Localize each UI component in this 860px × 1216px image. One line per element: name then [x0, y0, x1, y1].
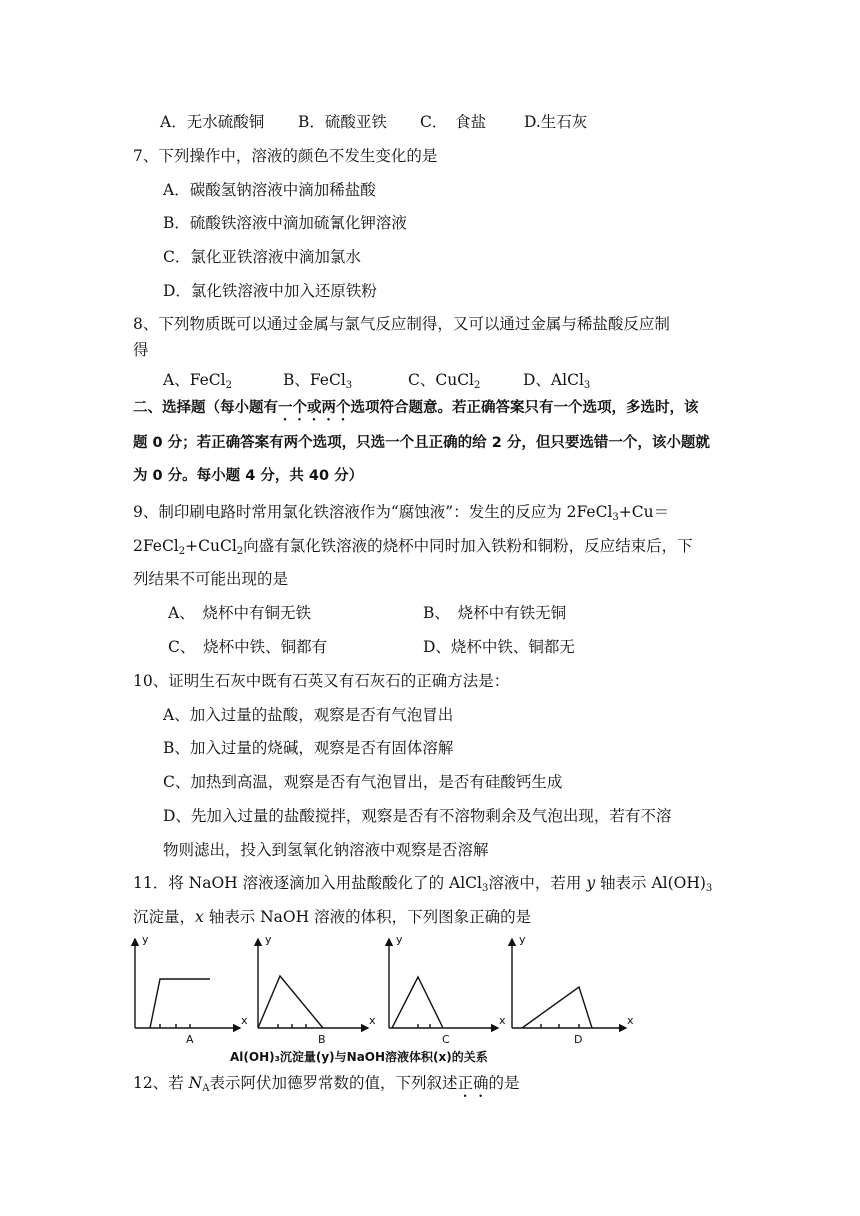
q9-option-d: D、烧杯中铁、铜都无	[423, 638, 575, 656]
section2-instructions-line1: 二、选择题（每小题有一个或两个选项符合题意。若正确答案只有一个选项，多选时，该	[133, 400, 699, 416]
q8-stem-line2: 得	[133, 341, 149, 359]
q6-option-a: A．无水硫酸铜	[160, 113, 265, 131]
graph-d-label: D	[574, 1033, 583, 1046]
q9-option-b: B、 烧杯中有铁无铜	[423, 604, 567, 622]
graph-c-y-label: y	[396, 933, 403, 946]
q10-option-c: C、加热到高温，观察是否有气泡冒出，是否有硅酸钙生成	[163, 773, 563, 791]
q10-option-d-cont: 物则滤出，投入到氢氧化钠溶液中观察是否溶解	[163, 841, 489, 859]
graph-c	[389, 939, 498, 1028]
graph-b-label: B	[318, 1033, 326, 1046]
q9-stem-line2: 2FeCl$_2$+CuCl$_2$向盛有氯化铁溶液的烧杯中同时加入铁粉和铜粉，反应结束后，下	[133, 537, 693, 557]
q10-stem: 10、证明生石灰中既有石英又有石灰石的正确方法是：	[133, 672, 510, 690]
q8-option-b: B、FeCl$_3$	[283, 371, 353, 391]
q6-option-d: D.生石灰	[524, 113, 588, 131]
q7-option-d: D．氯化铁溶液中加入还原铁粉	[163, 282, 377, 300]
q11-stem-line1: 11．将 NaOH 溶液逐滴加入用盐酸酸化了的 AlCl$_3$溶液中，若用 y 轴表示 $Al(OH)_3$	[133, 874, 713, 894]
graphs-caption: Al(OH)₃沉淀量(y)与NaOH溶液体积(x)的关系	[230, 1050, 488, 1064]
q8-option-d: D、AlCl$_3$	[523, 371, 591, 391]
q8-option-c: C、CuCl$_2$	[408, 371, 481, 391]
graph-d-y-label: y	[519, 933, 526, 946]
q8-option-a: A、FeCl$_2$	[163, 371, 232, 391]
q7-option-c: C．氯化亚铁溶液中滴加氯水	[163, 248, 361, 266]
q9-stem-line3: 列结果不可能出现的是	[133, 570, 289, 588]
graph-a-label: A	[186, 1033, 194, 1046]
section2-instructions-line2: 题 0 分；若正确答案有两个选项，只选一个且正确的给 2 分，但只要选错一个，该小题就	[133, 435, 710, 451]
graph-c-label: C	[442, 1033, 450, 1046]
q11-graphs	[128, 927, 640, 1067]
q10-option-b: B、加入过量的烧碱，观察是否有固体溶解	[163, 739, 454, 757]
graph-b-x-label: x	[369, 1014, 376, 1027]
graph-a-x-label: x	[241, 1014, 248, 1027]
q9-stem-line1: 9、制印刷电路时常用氯化铁溶液作为“腐蚀液”：发生的反应为 2FeCl$_3$+Cu＝	[133, 503, 670, 523]
q12-stem: 12、若 $N_A$表示阿伏加德罗常数的值，下列叙述正确的是	[133, 1074, 520, 1094]
graph-b-y-label: y	[265, 933, 272, 946]
graphs-svg	[128, 927, 640, 1067]
q7-option-b: B．硫酸铁溶液中滴加硫氰化钾溶液	[163, 214, 407, 232]
q10-option-a: A、加入过量的盐酸，观察是否有气泡冒出	[163, 706, 454, 724]
q7-stem: 7、下列操作中，溶液的颜色不发生变化的是	[133, 147, 438, 165]
section2-instructions-line3: 为 0 分。每小题 4 分，共 40 分）	[133, 468, 364, 484]
graph-b	[258, 939, 368, 1028]
q6-option-c: C． 食盐	[420, 113, 487, 131]
graph-a	[135, 939, 240, 1028]
graph-c-x-label: x	[499, 1014, 506, 1027]
graph-d	[512, 939, 626, 1028]
q10-option-d: D、先加入过量的盐酸搅拌，观察是否有不溶物剩余及气泡出现，若有不溶	[163, 807, 672, 825]
q6-option-b: B．硫酸亚铁	[298, 113, 387, 131]
q7-option-a: A．碳酸氢钠溶液中滴加稀盐酸	[163, 181, 376, 199]
q9-option-a: A、 烧杯中有铜无铁	[168, 604, 311, 622]
q8-stem-line1: 8、下列物质既可以通过金属与氯气反应制得，又可以通过金属与稀盐酸反应制	[133, 315, 670, 333]
q11-stem-line2: 沉淀量，x 轴表示 NaOH 溶液的体积，下列图象正确的是	[133, 908, 532, 926]
graph-a-y-label: y	[142, 933, 149, 946]
graph-d-x-label: x	[627, 1014, 634, 1027]
q9-option-c: C、 烧杯中铁、铜都有	[168, 638, 328, 656]
